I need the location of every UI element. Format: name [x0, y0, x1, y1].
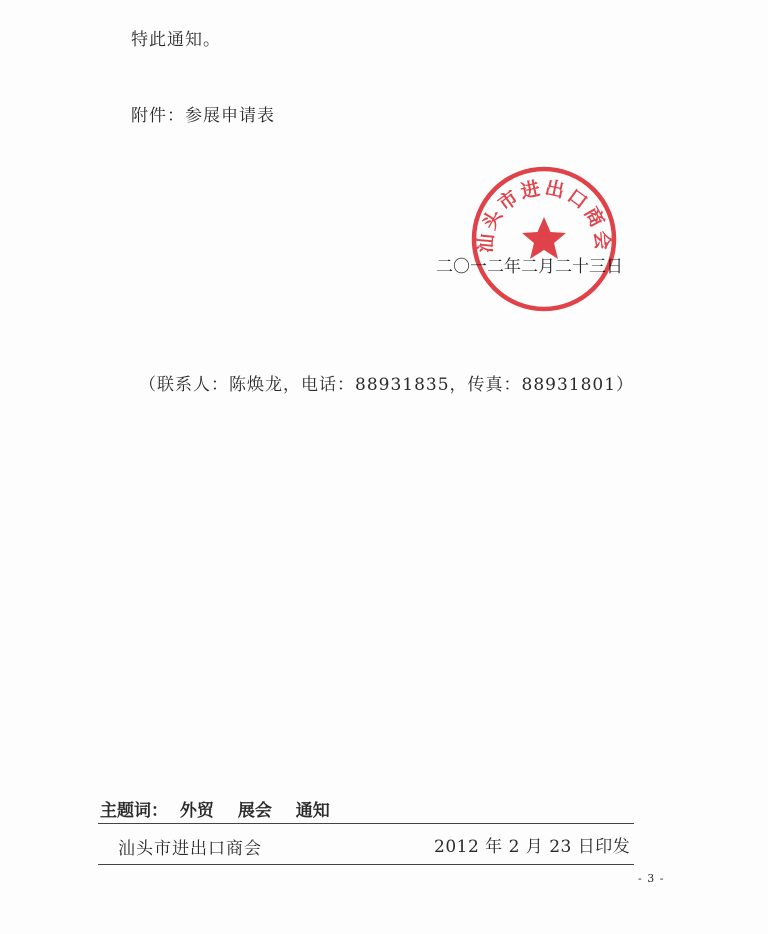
- star-icon: [522, 217, 566, 259]
- official-seal: [470, 165, 618, 313]
- keywords-label: 主题词：: [100, 801, 168, 821]
- issuer-name: 汕头市进出口商会: [118, 839, 262, 859]
- keywords-line: [100, 796, 348, 821]
- footer-divider-bottom: [98, 864, 634, 865]
- page-number: - 3 -: [638, 872, 665, 885]
- keyword-item: 通知: [295, 801, 330, 821]
- keyword-item: 外贸: [179, 801, 214, 821]
- footer-divider-top: [98, 823, 634, 824]
- keyword-item: 展会: [237, 801, 272, 821]
- closing-line: 特此通知。: [131, 30, 221, 50]
- signature-date: 二〇一二年二月二十三日: [436, 257, 623, 277]
- attachment-line: 附件：参展申请表: [131, 106, 275, 126]
- print-date: 2012 年 2 月 23 日印发: [434, 837, 631, 857]
- seal-text: 汕头市进出口商会: [474, 176, 614, 254]
- contact-info: （联系人：陈焕龙，电话：88931835，传真：88931801）: [139, 375, 635, 395]
